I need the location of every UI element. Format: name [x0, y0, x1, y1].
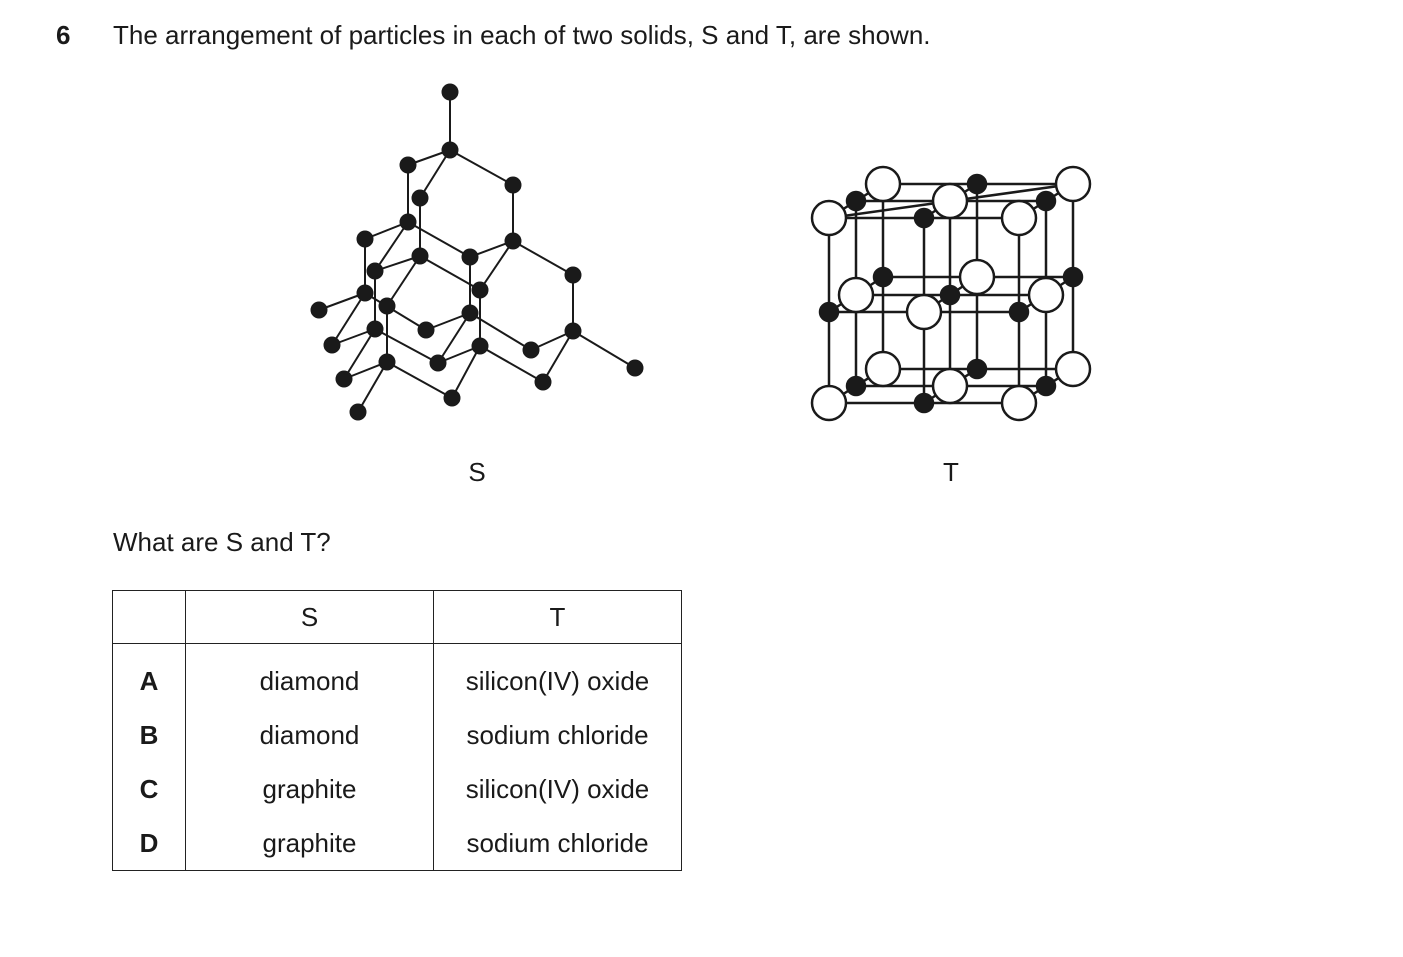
- option-t-value: silicon(IV) oxide: [434, 762, 682, 816]
- question-prompt: What are S and T?: [113, 527, 331, 557]
- option-t-value: sodium chloride: [434, 708, 682, 762]
- option-s-value: graphite: [186, 762, 434, 816]
- header-t: T: [434, 591, 682, 644]
- structure-s-diagram: [312, 85, 643, 420]
- table-row: [113, 644, 682, 709]
- option-t-value: silicon(IV) oxide: [434, 644, 682, 709]
- option-t-value: sodium chloride: [434, 816, 682, 871]
- table-row: [113, 816, 682, 871]
- option-letter: C: [113, 762, 186, 816]
- diagram-t-label: T: [943, 457, 959, 487]
- table-row: [113, 708, 682, 762]
- option-s-value: graphite: [186, 816, 434, 871]
- structure-t-diagram: [812, 167, 1090, 420]
- option-s-value: diamond: [186, 708, 434, 762]
- option-letter: A: [113, 644, 186, 709]
- diagram-s-label: S: [468, 457, 486, 487]
- table-header-row: [113, 591, 682, 644]
- header-s: S: [186, 591, 434, 644]
- option-letter: D: [113, 816, 186, 871]
- header-empty-cell: [113, 591, 186, 644]
- option-letter: B: [113, 708, 186, 762]
- table-row: [113, 762, 682, 816]
- question-stem: The arrangement of particles in each of two solids, S and T, are shown.: [113, 20, 931, 50]
- option-s-value: diamond: [186, 644, 434, 709]
- question-number: 6: [56, 20, 71, 50]
- answer-table: [112, 590, 682, 871]
